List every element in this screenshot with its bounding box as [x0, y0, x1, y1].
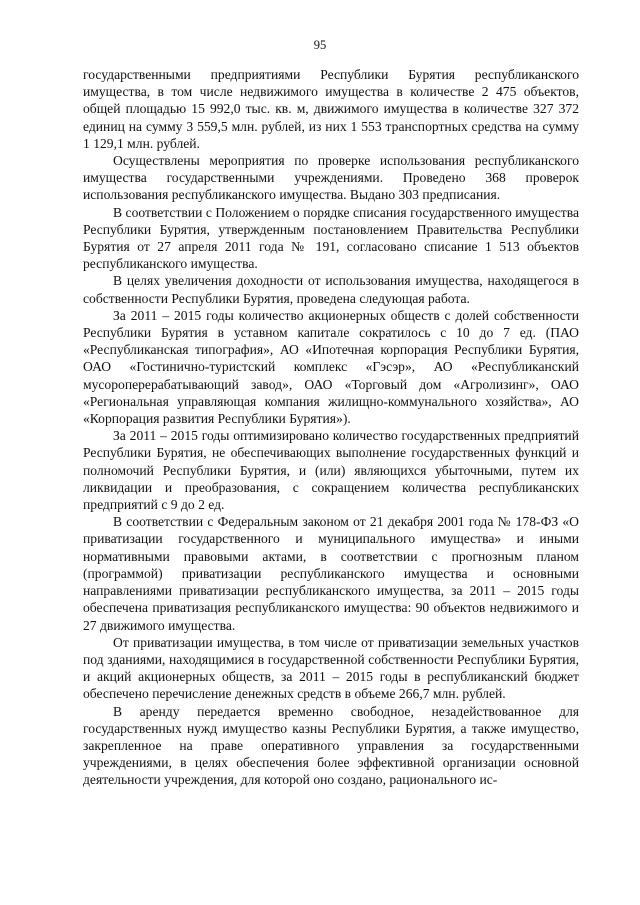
paragraph-continuation: государственными предприятиями Республики Бурятия республиканского имущества, в том числе недвижимого имущества в количестве 2 475 объектов, общей площадью 15 992,0 тыс. кв. м, движимого имущества в количестве 327 372 единиц на сумму 3 559,5 млн. рублей, из них 1 553 транспортных средства на сумму 1 129,1 млн. рублей. — [83, 67, 579, 151]
paragraph-write-off: В соответствии с Положением о порядке списания государственного имущества Республики Бурятия, утвержденным постановлением Правительства Республики Бурятия от 27 апреля 2011 года № 191, согласовано списание 1 513 объектов республиканского имущества. — [83, 204, 579, 272]
paragraph-privatization: В соответствии с Федеральным законом от 21 декабря 2001 года № 178-ФЗ «О приватизации государственного и муниципального имущества» и иными нормативными правовыми актами, в соответствии с прогнозным планом (программой) приватизации республиканского имущества и основными направлениями приватизации республиканского имущества, за 2011 – 2015 годы обеспечена приватизация республиканского имущества: 90 объектов недвижимого и 27 движимого имущества. — [83, 514, 579, 633]
paragraph-lease: В аренду передается временно свободное, незадействованное для государственных нужд имущество казны Республики Бурятия, а также имущество, закрепленное на праве оперативного управления за государственными учреждениями, в целях обеспечения более эффективной организации основной деятельности учреждения, для которой оно создано, рационального ис- — [83, 703, 579, 788]
paragraph-inspections: Осуществлены мероприятия по проверке использования республиканского имущества государственными учреждениями. Проведено 368 проверок использования республиканского имущества. Выдано 303 предписания. — [83, 153, 579, 203]
paragraph-profitability-intro: В целях увеличения доходности от использования имущества, находящегося в собственности Республики Бурятия, проведена следующая работа. — [83, 273, 579, 306]
paragraph-state-enterprises: За 2011 – 2015 годы оптимизировано количество государственных предприятий Республики Бурятия, не обеспечивающих выполнение государственных функций и полномочий Республики Бурятия, и (или) являющихся убыточными, путем их ликвидации и преобразования, с сокращением количества республиканских предприятий с 9 до 2 ед. — [83, 428, 579, 513]
paragraph-privatization-revenue: От приватизации имущества, в том числе от приватизации земельных участков под зданиями, находящимися в государственной собственности Республики Бурятия, и акций акционерных обществ, за 2011 – 2015 годы в республиканский бюджет обеспечено перечисление денежных средств в объеме 266,7 млн. рублей. — [83, 634, 579, 702]
page-number: 95 — [313, 38, 327, 52]
paragraph-joint-stock-companies: За 2011 – 2015 годы количество акционерных обществ с долей собственности Республики Бурятия в уставном капитале сократилось с 10 до 7 ед. (ПАО «Республиканская типография», АО «Ипотечная корпорация Республики Бурятия, ОАО «Гостинично-туристский комплекс «Гэсэр», АО «Республиканский мусороперерабатывающий завод», ОАО «Торговый дом «Агролизинг», ОАО «Региональная управляющая компания жилищно-коммунального хозяйства», АО «Корпорация развития Республики Бурятия»). — [83, 307, 579, 427]
body-text — [83, 66, 579, 789]
